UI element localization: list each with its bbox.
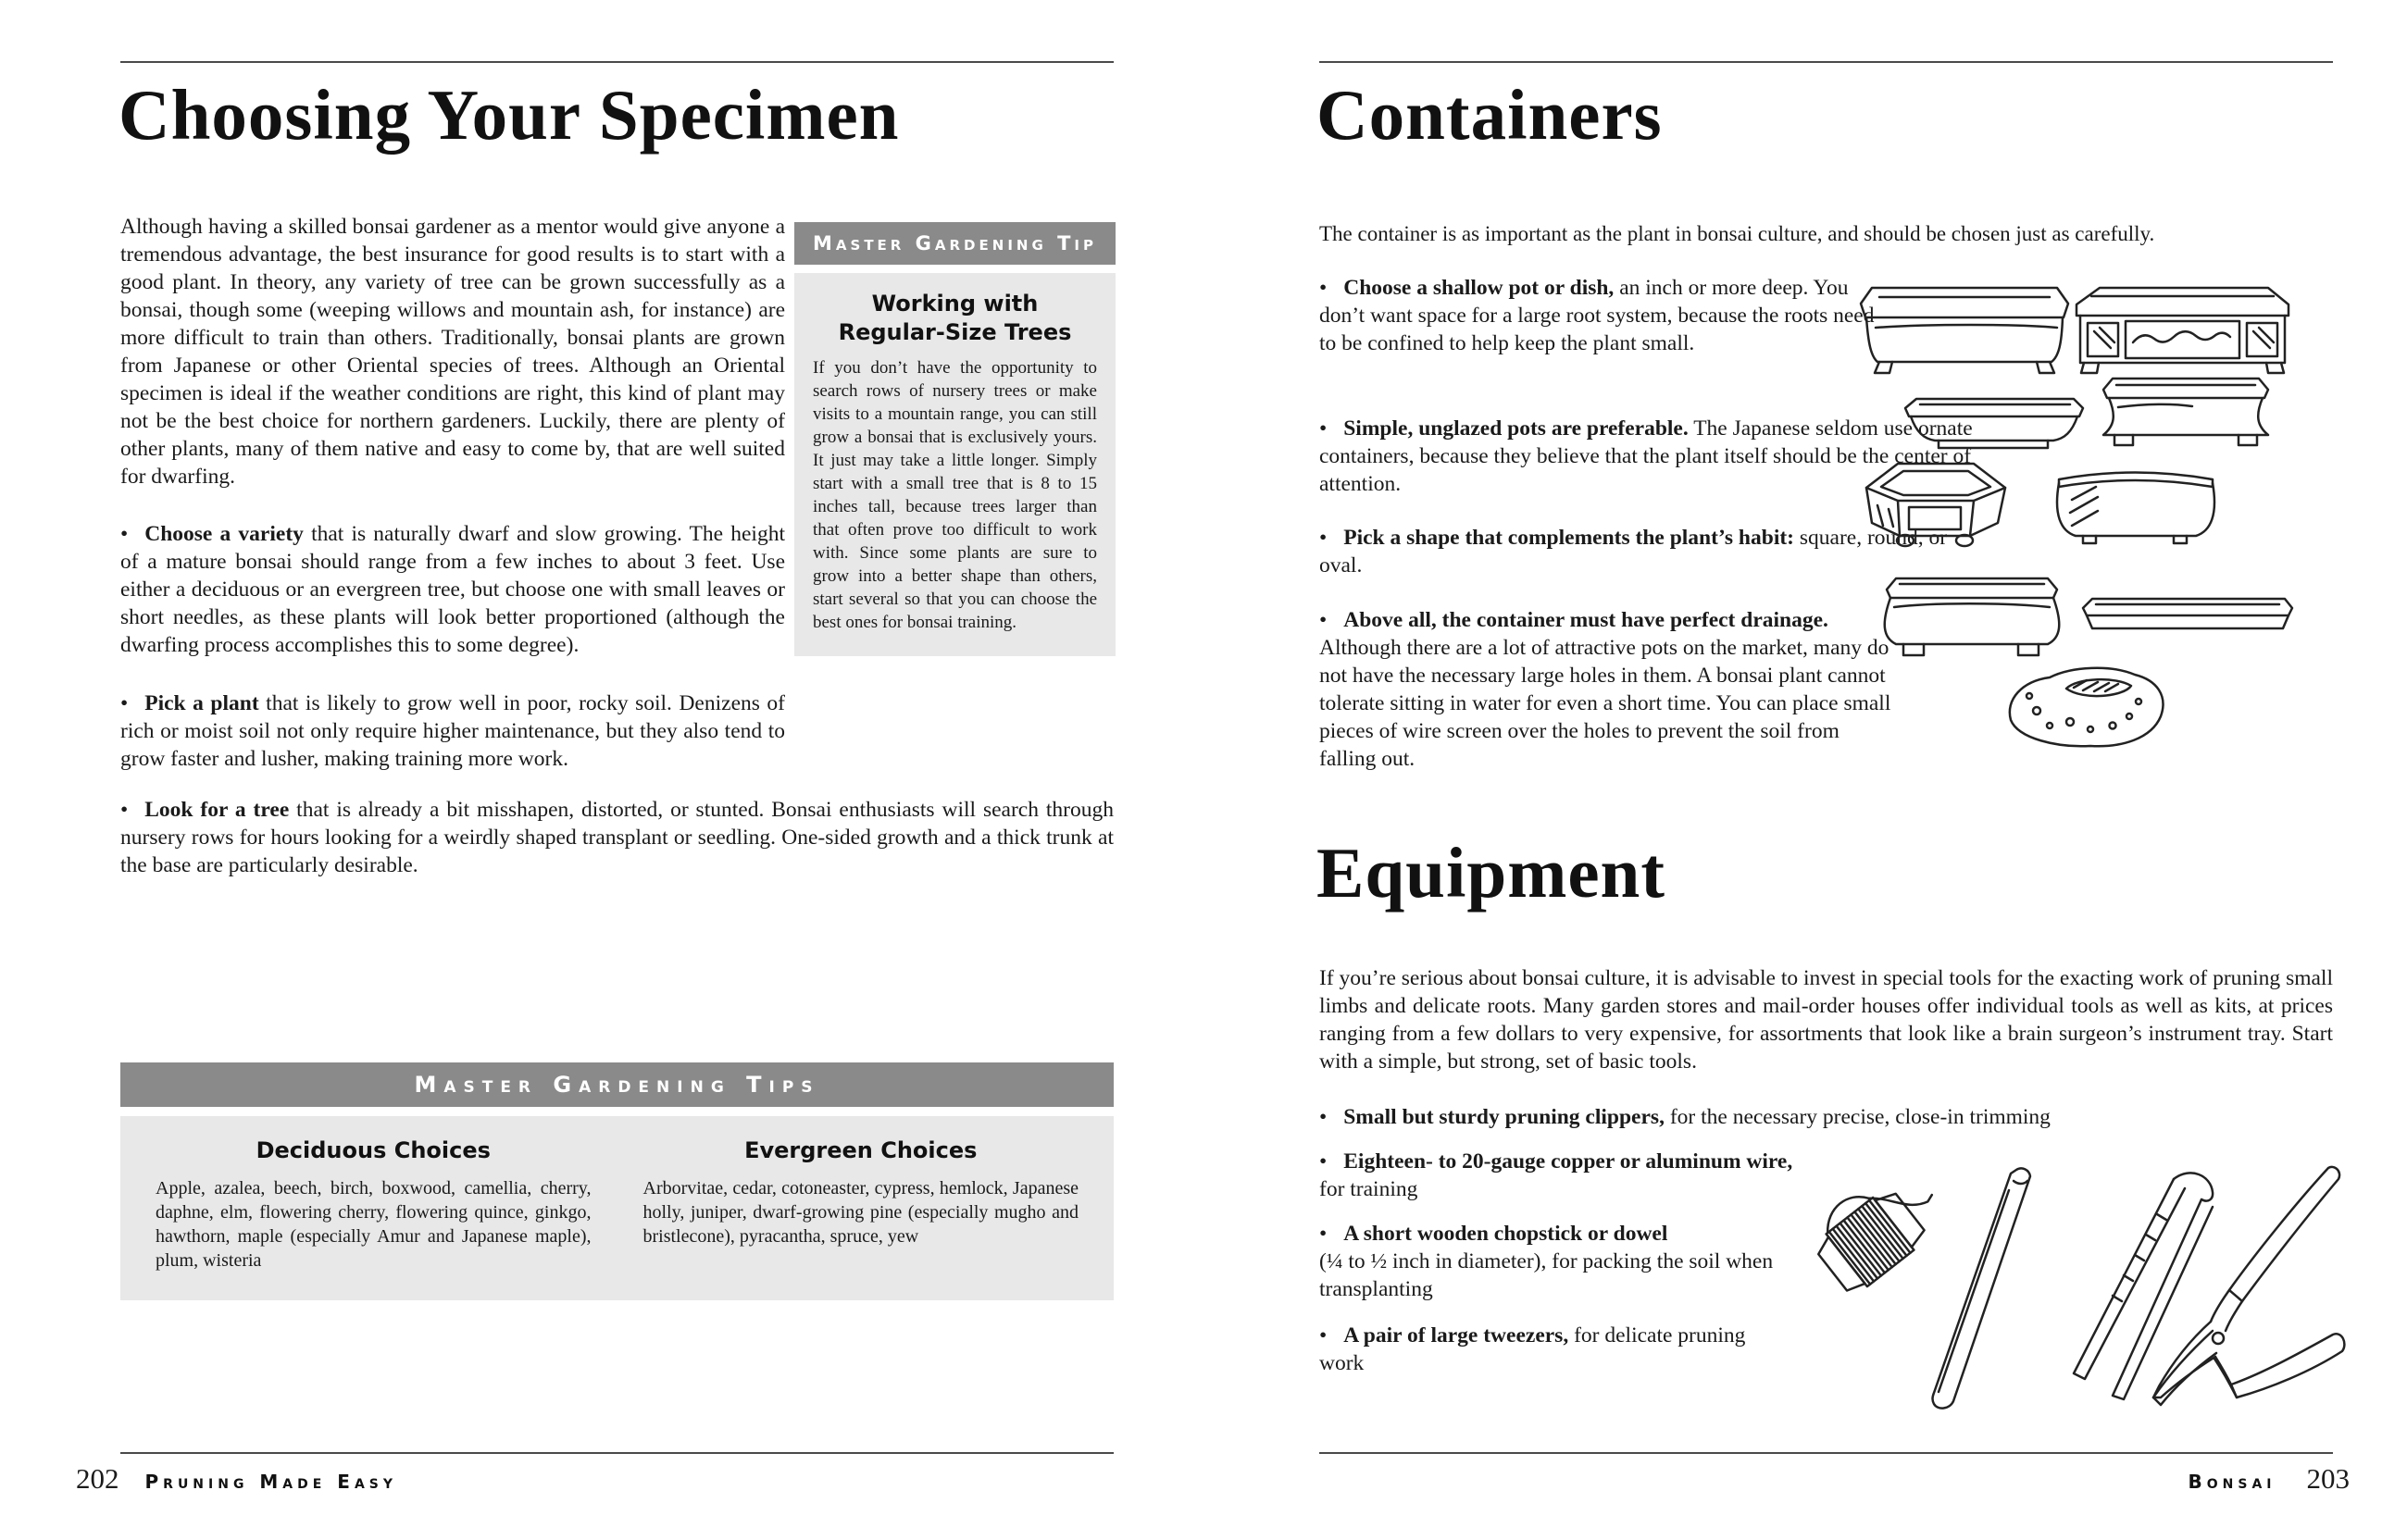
tweezers <box>2074 1173 2213 1399</box>
title-containers: Containers <box>1316 75 1663 155</box>
pot-rock <box>2010 668 2164 746</box>
bullet-pruning-clippers <box>1319 1103 2375 1131</box>
pot-long-tray <box>2083 599 2292 628</box>
bullet-lead: Choose a shallow pot or dish, <box>1343 276 1615 300</box>
page-number-right: 203 <box>2306 1462 2350 1495</box>
bullet-lead: Simple, unglazed pots are preferable. <box>1343 416 1689 441</box>
bullet-lead: Choose a variety <box>144 522 304 546</box>
wooden-dowel <box>1933 1168 2031 1408</box>
bullet-lead: Look for a tree <box>144 798 290 822</box>
bullet-text: (¼ to ½ inch in diameter), for packing the soil when transplanting <box>1319 1249 1774 1301</box>
bullet-text: an inch or more deep. You don’t want space for a large root system, because the roots need to be confined to help keep the plant small. <box>1319 276 1875 355</box>
page-number-left: 202 <box>76 1462 119 1495</box>
bonsai-tools-illustration <box>1787 1131 2353 1427</box>
footer-right <box>1319 1462 2350 1496</box>
bullet-text: that is already a bit misshapen, distorted, or stunted. Bonsai enthusiasts will search through nursery rows for hours looking for a weirdly shaped transplant or seedling. One-sided growth and a thick trunk at the base are particularly desirable. <box>120 798 1114 877</box>
bullet-text: square, round, or oval. <box>1319 526 1948 578</box>
bullet-text: Although there are a lot of attractive pots on the market, many do not have the necessary large holes in them. A bonsai plant cannot tolerate sitting in water for even a short time. You can place small pieces of wire screen over the holes to prevent the soil from falling out. <box>1319 636 1891 771</box>
bottom-rule-left <box>120 1452 1114 1454</box>
footer-left <box>76 1462 397 1496</box>
bullet-lead: Pick a plant <box>144 691 259 715</box>
bullet-text: for delicate pruning work <box>1319 1323 1746 1375</box>
bullet-lead: Pick a shape that complements the plant’s habit: <box>1343 526 1794 550</box>
tip-box-panel <box>794 273 1116 656</box>
wire-spool <box>1802 1156 1952 1298</box>
bullet-chopstick-dowel <box>1319 1220 1860 1303</box>
top-rule-right <box>1319 61 2333 63</box>
tip-title-line2: Regular-Size Trees <box>838 319 1072 345</box>
pruning-clippers <box>2153 1167 2344 1405</box>
pot-bulged-rect <box>1885 578 2060 655</box>
title-equipment: Equipment <box>1316 833 1666 913</box>
bonsai-containers-illustration <box>1852 267 2342 766</box>
evergreen-choices-title: Evergreen Choices <box>744 1137 978 1163</box>
bullet-lead: Eighteen- to 20-gauge copper or aluminum wire, <box>1343 1149 1793 1174</box>
containers-intro: The container is as important as the plant in bonsai culture, and should be chosen just as carefully. <box>1319 222 2155 245</box>
master-gardening-tip-box <box>794 222 1116 656</box>
bullet-text: The Japanese seldom use ornate containers, because they believe that the plant itself should be the center of attention. <box>1319 416 1973 496</box>
intro-paragraph-left: Although having a skilled bonsai gardener as a mentor would give anyone a tremendous advantage, the best insurance for good results is to start with a good plant. In theory, any variety of tree can be grown successfully as a bonsai, though some (weeping willows and mountain ash, for instance) are more difficult to train than others. Traditionally, bonsai plants are grown from Japanese or other Oriental species of trees. Although an Oriental specimen is ideal if the weather conditions are right, this kind of plant may not be the best choice for northern gardeners. Luckily, there are plenty of other plants, many of them native and easy to come by, that are well suited for dwarfing. <box>120 215 785 489</box>
bullet-lead: A pair of large tweezers, <box>1343 1323 1569 1348</box>
tip-title-line1: Working with <box>871 291 1039 317</box>
equipment-intro: If you’re serious about bonsai culture, it is advisable to invest in special tools for the exacting work of pruning small limbs and delicate roots. Many garden stores and mail-order houses offer individual tools as well as kits, at prices ranging from a few dollars to very expensive, for assortments that look like a brain surgeon’s instrument tray. Start with a simple, but strong, set of basic tools. <box>1319 966 2333 1074</box>
pot-octagonal-ornate <box>2077 288 2289 373</box>
tip-box-body-text: If you don’t have the opportunity to search rows of nursery trees or make visits to a mountain range, you can still grow a bonsai that is exclusively yours. It just may take a little longer. Simply start with a small tree that is 8 to 15 inches tall, because trees larger than that often prove too difficult to work with. Since some plants are sure to grow into a better shape than others, start several so that you can choose the best ones for bonsai training. <box>813 358 1097 632</box>
master-gardening-tips-box <box>120 1062 1114 1300</box>
tips-box-panel <box>120 1116 1114 1300</box>
bullet-text: for the necessary precise, close-in trimming <box>1664 1105 2051 1129</box>
pot-shallow-dish <box>1905 399 2083 448</box>
bullet-text: that is naturally dwarf and slow growing. The height of a mature bonsai should range from a few inches to about 3 feet. Use either a deciduous or an evergreen tree, but choose one with small leaves or short needles, as these plants will look better proportioned (although the dwarfing process accomplishes this to some degree). <box>120 522 785 657</box>
deciduous-choices-list: Apple, azalea, beech, birch, boxwood, camellia, cherry, daphne, elm, flowering cherry, flowering quince, ginkgo, hawthorn, maple (especially Amur and Japanese maple), plum, wisteria <box>156 1178 592 1271</box>
evergreen-choices-column <box>643 1136 1079 1273</box>
running-head-chapter: Bonsai <box>2188 1471 2276 1493</box>
bullet-choose-a-variety <box>120 520 785 659</box>
bullet-text: that is likely to grow well in poor, rocky soil. Denizens of rich or moist soil not only require higher maintenance, but they also tend to grow faster and lusher, making training more work. <box>120 691 785 771</box>
bullet-lead: Small but sturdy pruning clippers, <box>1343 1105 1665 1129</box>
bullet-lead: A short wooden chopstick or dowel <box>1343 1222 1668 1246</box>
bullet-text: for training <box>1319 1177 1418 1201</box>
pot-rounded-oval <box>2057 473 2214 544</box>
pot-hexagonal <box>1866 464 2005 546</box>
running-head-book-title: Pruning Made Easy <box>144 1471 398 1493</box>
bullet-look-for-a-tree <box>120 796 1114 879</box>
bullet-pick-a-plant <box>120 689 785 773</box>
bottom-rule-right <box>1319 1452 2333 1454</box>
bullet-perfect-drainage <box>1319 606 1897 773</box>
title-choosing-your-specimen: Choosing Your Specimen <box>118 75 900 155</box>
pot-rectangular <box>1861 288 2068 373</box>
bullet-lead: Above all, the container must have perfect drainage. <box>1343 608 1828 632</box>
bullet-shallow-pot <box>1319 274 1875 357</box>
deciduous-choices-title: Deciduous Choices <box>256 1137 491 1163</box>
evergreen-choices-list: Arborvitae, cedar, cotoneaster, cypress, hemlock, Japanese holly, juniper, dwarf-growing pine (especially mugho and bristlecone), pyracantha, spruce, yew <box>642 1178 1079 1247</box>
tip-box-header-bar: Master Gardening Tip <box>794 222 1116 265</box>
tips-box-header-bar: Master Gardening Tips <box>120 1062 1114 1107</box>
bullet-large-tweezers <box>1319 1322 1782 1377</box>
pot-flared <box>2103 379 2268 445</box>
top-rule-left <box>120 61 1114 63</box>
deciduous-choices-column <box>156 1136 592 1273</box>
